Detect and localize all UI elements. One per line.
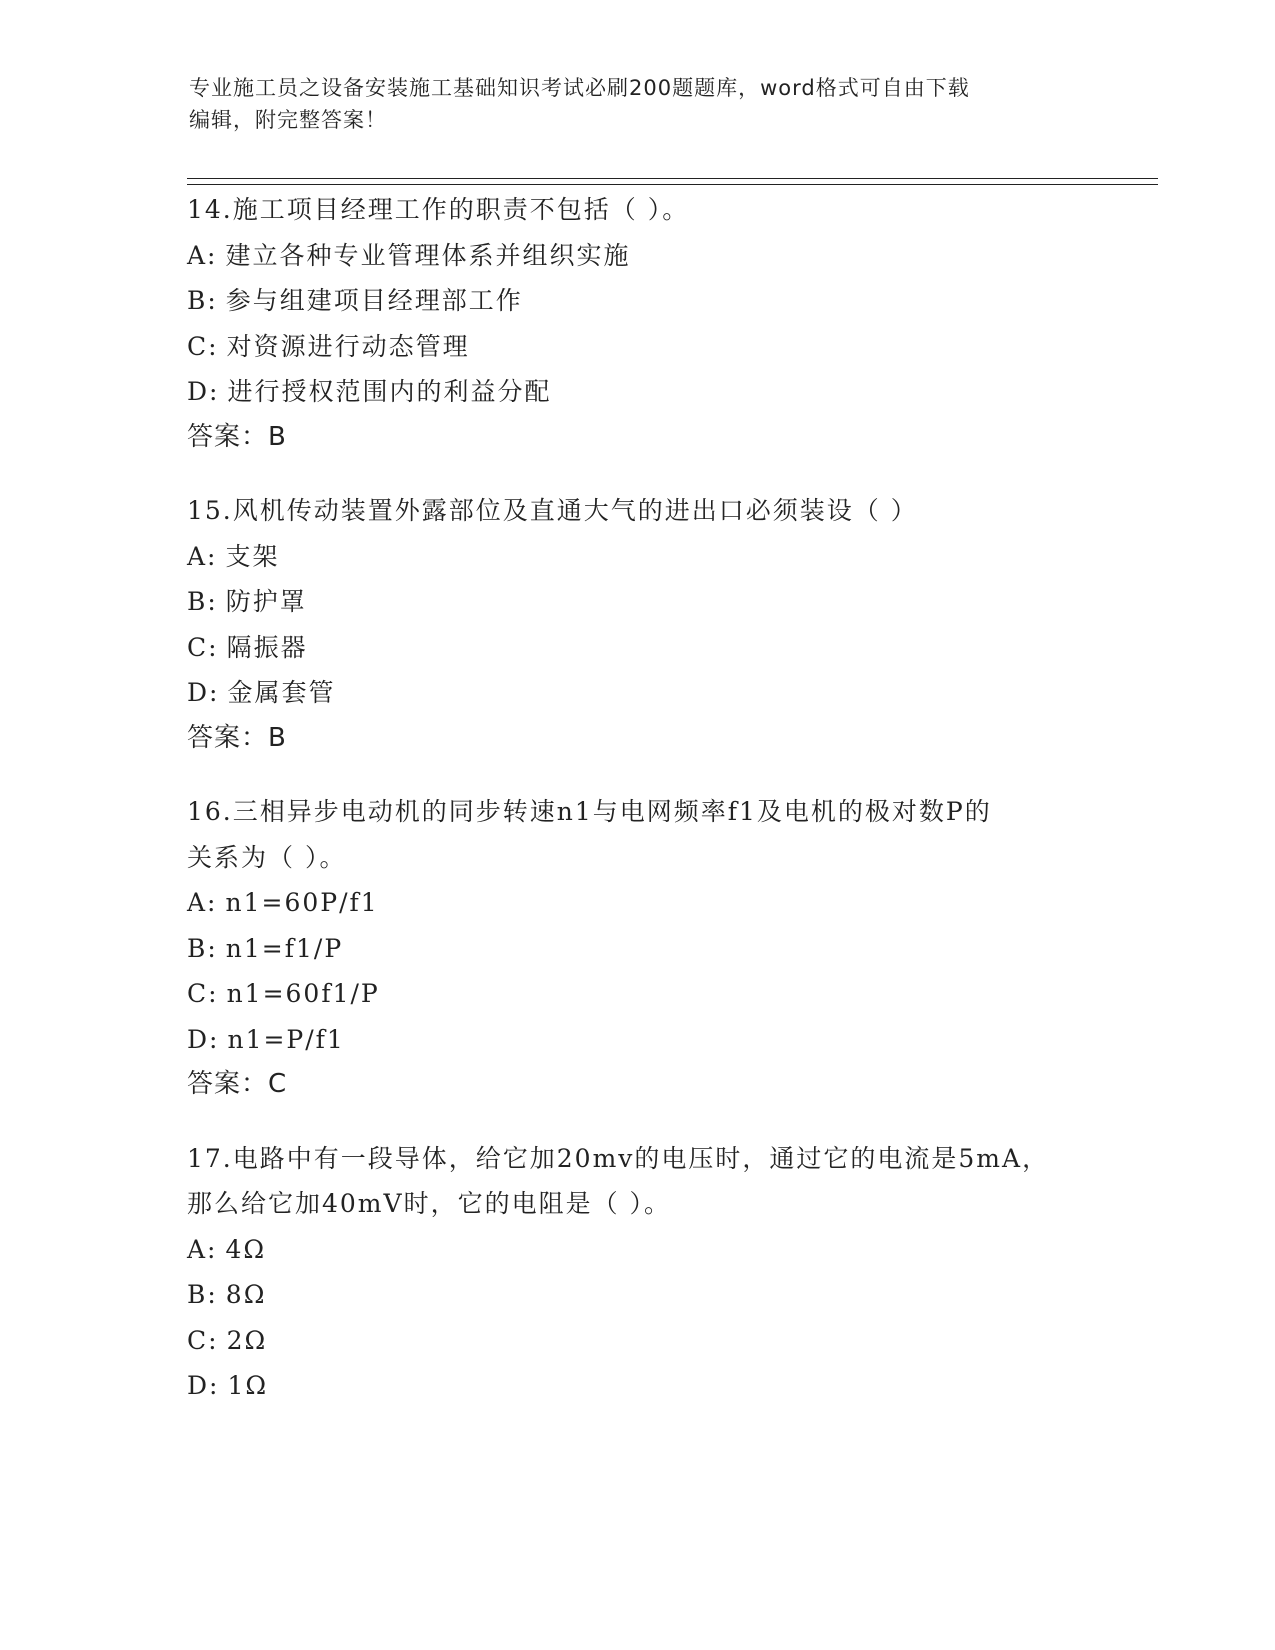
question-stem: 16.三相异步电动机的同步转速n1与电网频率f1及电机的极对数P的 bbox=[187, 797, 992, 826]
option-a bbox=[187, 534, 1117, 580]
option-label: D: bbox=[187, 377, 220, 406]
option-label: B: bbox=[187, 286, 218, 315]
question-stem-continued: 那么给它加40mV时，它的电阻是（ ）。 bbox=[187, 1189, 672, 1218]
option-a bbox=[187, 880, 1117, 926]
option-label: B: bbox=[187, 587, 218, 616]
question-stem: 17.电路中有一段导体，给它加20mv的电压时，通过它的电流是5mA， bbox=[187, 1143, 1050, 1173]
option-text: n1=f1/P bbox=[225, 933, 344, 963]
option-label: B: bbox=[187, 1280, 218, 1309]
option-d bbox=[187, 1017, 1117, 1063]
answer-line: 答案：B bbox=[187, 421, 287, 452]
option-b bbox=[187, 278, 1117, 324]
option-text: n1=P/f1 bbox=[227, 1024, 345, 1054]
option-text: n1=60P/f1 bbox=[225, 888, 379, 917]
option-text: 8Ω bbox=[225, 1280, 267, 1309]
option-label: C: bbox=[187, 979, 219, 1008]
option-b bbox=[187, 579, 1117, 625]
question-stem-continued: 关系为（ ）。 bbox=[187, 842, 347, 872]
option-c bbox=[187, 324, 1117, 370]
option-label: B: bbox=[187, 933, 218, 963]
option-a bbox=[187, 233, 1117, 279]
option-label: A: bbox=[187, 1234, 218, 1264]
question-list bbox=[187, 187, 1117, 1437]
question-15 bbox=[187, 488, 1117, 761]
option-label: C: bbox=[187, 1325, 219, 1355]
option-text: 1Ω bbox=[227, 1371, 269, 1400]
question-stem: 15.风机传动装置外露部位及直通大气的进出口必须装设（ ） bbox=[187, 496, 918, 525]
option-text: 金属套管 bbox=[227, 678, 336, 707]
question-14 bbox=[187, 187, 1117, 460]
header-divider bbox=[187, 178, 1158, 185]
option-label: C: bbox=[187, 331, 219, 361]
answer-line: 答案：B bbox=[187, 722, 287, 753]
question-17 bbox=[187, 1136, 1117, 1409]
header-title-line-1: 专业施工员之设备安装施工基础知识考试必刷200题题库，word格式可自由下载 bbox=[189, 76, 970, 100]
question-stem: 14.施工项目经理工作的职责不包括（ ）。 bbox=[187, 195, 690, 224]
answer-line: 答案：C bbox=[187, 1069, 288, 1099]
option-d bbox=[187, 1363, 1117, 1409]
option-text: 隔振器 bbox=[226, 632, 308, 662]
option-text: 支架 bbox=[225, 541, 280, 571]
option-text: 4Ω bbox=[225, 1234, 267, 1264]
option-c bbox=[187, 1318, 1117, 1364]
option-b bbox=[187, 926, 1117, 972]
option-text: 参与组建项目经理部工作 bbox=[225, 286, 523, 315]
option-d bbox=[187, 670, 1117, 716]
option-text: 对资源进行动态管理 bbox=[226, 331, 470, 361]
option-text: 建立各种专业管理体系并组织实施 bbox=[225, 240, 631, 270]
option-label: D: bbox=[187, 678, 220, 707]
option-text: n1=60f1/P bbox=[226, 979, 380, 1008]
option-d bbox=[187, 369, 1117, 415]
option-label: C: bbox=[187, 632, 219, 662]
option-a bbox=[187, 1227, 1117, 1273]
option-c bbox=[187, 625, 1117, 671]
page-header bbox=[189, 72, 1089, 136]
option-label: A: bbox=[187, 888, 218, 917]
option-text: 2Ω bbox=[226, 1325, 268, 1355]
option-b bbox=[187, 1272, 1117, 1318]
option-text: 防护罩 bbox=[225, 587, 307, 616]
option-label: A: bbox=[187, 240, 218, 270]
option-text: 进行授权范围内的利益分配 bbox=[227, 377, 552, 406]
header-title-line-2: 编辑，附完整答案！ bbox=[189, 108, 387, 132]
option-label: D: bbox=[187, 1371, 220, 1400]
option-label: D: bbox=[187, 1024, 220, 1054]
option-label: A: bbox=[187, 541, 218, 571]
question-16 bbox=[187, 789, 1117, 1108]
option-c bbox=[187, 971, 1117, 1017]
